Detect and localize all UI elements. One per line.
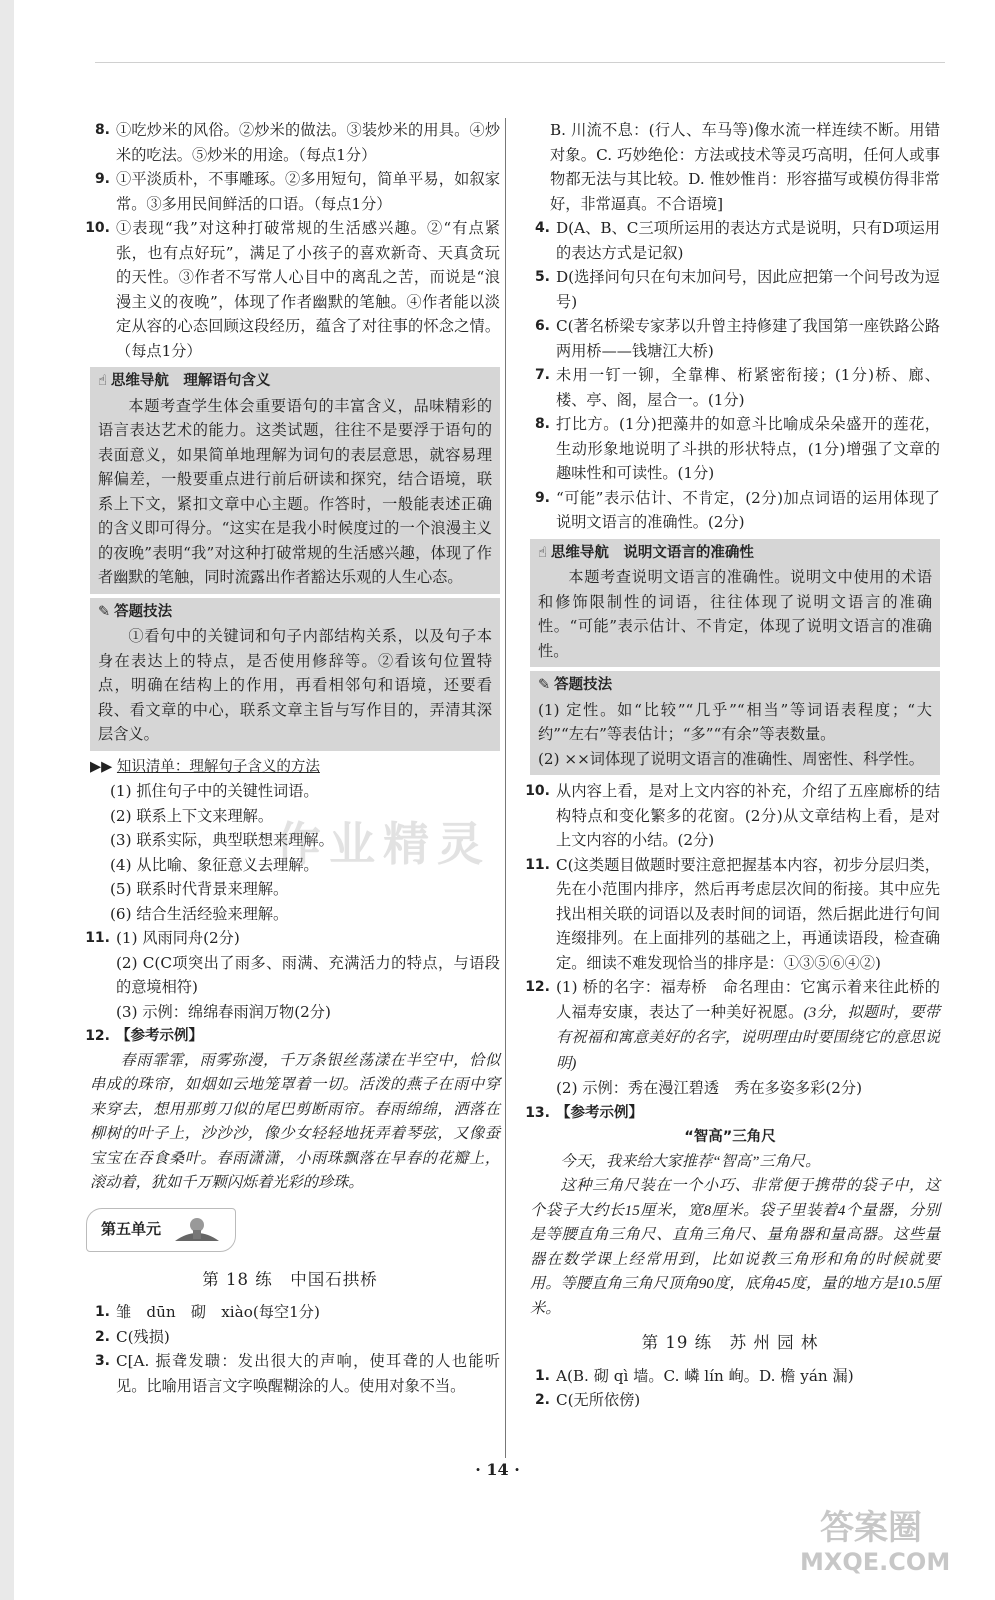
answer-technique-box	[530, 671, 940, 775]
item-text: ①吃炒米的风俗。②炒米的做法。③装炒米的用具。④炒米的吃法。⑤炒米的用途。（每点1分）	[116, 121, 500, 164]
handwritten-note: (3分，拟题时，要带有祝福和寓意美好的名字，说明理由时要围绕它的意思说明)	[556, 1003, 940, 1072]
item-number: 9.	[534, 489, 550, 506]
answer-item	[80, 216, 500, 363]
item-number: 6.	[534, 318, 550, 334]
handwritten-essay: 春雨霏霏，雨雾弥漫，千万条银丝荡漾在半空中，恰似串成的珠帘，如烟如云地笼罩着一切。活泼的燕子在雨中穿来穿去，想用那剪刀似的尾巴剪断雨帘。春雨绵绵，洒落在柳树的叶子上，沙沙沙，像少女轻轻地抚弄着琴弦，又像蚕宝宝在吞食桑叶。春雨潇潇，小雨珠飘落在早春的花瓣上，滚动着，犹如千万颗闪烁着光彩的珍珠。	[90, 1051, 500, 1191]
item-text: 从内容上看，是对上文内容的补充，介绍了五座廊桥的结构特点和变化繁多的花窗。(2分)从文章结构上看，是对上文内容的小结。(2分)	[556, 782, 940, 849]
item-text: C(无所依傍)	[556, 1391, 641, 1409]
technique-line: (1) 定性。如“比较”“几乎”“相当”等词语表程度；“大约”“左右”等表估计；“多”“有余”等表数量。	[538, 700, 932, 743]
unit-illustration-icon	[173, 1215, 221, 1245]
answer-item	[80, 1300, 500, 1325]
answer-line: (1) 风雨同舟(2分)	[116, 929, 240, 947]
answer-item	[80, 167, 500, 216]
watermark-logo: 答案圈	[820, 1508, 922, 1548]
top-rule	[95, 62, 945, 63]
item-text: D(A、B、C三项所运用的表达方式是说明，只有D项运用的表达方式是记叙)	[556, 219, 940, 262]
knowledge-item: (5) 联系时代背景来理解。	[110, 880, 289, 898]
knowledge-item: (6) 结合生活经验来理解。	[110, 904, 289, 923]
answer-technique-box	[90, 598, 500, 751]
box-title: 答题技法	[554, 677, 613, 693]
left-column	[80, 118, 500, 1398]
answer-item	[520, 853, 940, 976]
answer-item	[80, 1325, 500, 1350]
thinking-guide-box	[530, 539, 940, 668]
knowledge-list-heading: ▶▶ 知识清单：理解句子含义的方法	[90, 758, 320, 775]
knowledge-item: (1) 抓住句子中的关键性词语。	[110, 782, 319, 800]
answer-item	[520, 363, 940, 412]
item-number: 8.	[534, 416, 550, 432]
item-text: C(著名桥梁专家茅以升曾主持修建了我国第一座铁路公路两用桥——钱塘江大桥)	[556, 317, 940, 360]
item-text: C(残损)	[116, 1327, 170, 1346]
right-column	[520, 118, 940, 1413]
item-text: D(选择问句只在句末加问号，因此应把第一个问号改为逗号)	[556, 268, 940, 311]
unit-banner: 第五单元	[86, 1208, 236, 1252]
page-number: · 14 ·	[475, 1460, 520, 1479]
answer-item: 12. 【参考示例】	[85, 1028, 203, 1044]
item-number: 3.	[94, 1353, 110, 1369]
answer-item	[80, 1349, 500, 1398]
knowledge-item: (3) 联系实际，典型联想来理解。	[110, 831, 334, 849]
answer-line: (3) 示例：绵绵春雨润万物(2分)	[116, 1002, 331, 1021]
continued-answer: B. 川流不息：(行人、车马等)像水流一样连续不断。用错对象。C. 巧妙绝伦：方法或技术等灵巧高明，任何人或事物都无法与其比较。D. 惟妙惟肖：形容描写或模仿得非常好，非常逼真。不合语境]	[550, 121, 940, 213]
answer-item	[520, 1388, 940, 1413]
knowledge-item: (2) 联系上下文来理解。	[110, 806, 274, 825]
item-number: 10.	[525, 783, 550, 799]
item-text: A(B. 砌 qì 墙。C. 嶙 lín 峋。D. 檐 yán 漏)	[556, 1366, 854, 1385]
answer-item	[520, 779, 940, 853]
answer-item	[520, 314, 940, 363]
answer-item	[520, 1364, 940, 1389]
item-text: ①平淡质朴，不事雕琢。②多用短句，简单平易，如叙家常。③多用民间鲜活的口语。（每点1分）	[116, 170, 500, 213]
box-body: 本题考查学生体会重要语句的丰富含义，品味精彩的语言表达艺术的能力。这类试题，往往不是要浮于语句的表面意义，如果简单地理解为词句的表层意思，就容易理解偏差，一般要重点进行前后研读和探究，结合语境，联系上下文，紧扣文章中心主题。作答时，一般能表述正确的含义即可得分。“这实在是我小时候度过的一个浪漫主义的夜晚”表明“我”对这种打破常规的生活感兴趣，体现了作者幽默的笔触，同时流露出作者豁达乐观的人生心态。	[98, 396, 492, 586]
item-number: 8.	[94, 122, 110, 138]
column-divider	[505, 118, 506, 1458]
essay-paragraph: 今天，我来给大家推荐“智高”三角尺。	[560, 1152, 821, 1170]
item-number: 7.	[534, 367, 550, 383]
thinking-guide-box	[90, 367, 500, 594]
section-title: 第 19 练 苏 州 园 林	[641, 1333, 819, 1352]
watermark-logo-url: MXQE.COM	[800, 1548, 951, 1576]
hand-pointer-icon: ☝	[98, 373, 107, 389]
double-arrow-icon: ▶▶	[90, 758, 113, 775]
box-body: 本题考查说明文语言的准确性。说明文中使用的术语和修饰限制性的词语，往往体现了说明文语言的准确性。“可能”表示估计、不肯定，体现了说明文语言的准确性。	[538, 568, 932, 660]
item-text: C[A. 振聋发聩：发出很大的声响，使耳聋的人也能听见。比喻用语言文字唤醒糊涂的人。使用对象不当。	[116, 1352, 500, 1395]
essay-title: “智高”三角尺	[684, 1129, 776, 1145]
item-text: 雏 dūn 砌 xiào(每空1分)	[116, 1303, 320, 1321]
answer-item: 11. (1) 风雨同舟(2分) (2) C(C项突出了雨多、雨满、充满活力的特点，与语段的意境相符) (3) 示例：绵绵春雨润万物(2分)	[80, 926, 500, 1024]
answer-item: 13. 【参考示例】	[525, 1104, 643, 1121]
answer-item	[520, 265, 940, 314]
pen-icon: ✎	[98, 603, 111, 620]
item-number: 2.	[94, 1328, 110, 1345]
box-title: 答题技法	[114, 603, 173, 620]
item-text: 打比方。(1分)把藻井的如意斗比喻成朵朵盛开的莲花，生动形象地说明了斗拱的形状特点，(1分)增强了文章的趣味性和可读性。(1分)	[556, 415, 940, 482]
watermark-text: 作业精灵	[275, 817, 491, 871]
item-text: “可能”表示估计、不肯定，(2分)加点词语的运用体现了说明文语言的准确性。(2分)	[556, 488, 940, 531]
handwritten-essay	[520, 1150, 940, 1322]
item-text: 未用一钉一铆，全靠榫、桁紧密衔接；(1分)桥、廊、楼、亭、阁，屋合一。(1分)	[556, 366, 940, 409]
answer-item: 12. (1) 桥的名字：福寿桥 命名理由：它寓示着来往此桥的人福寿安康，表达了一种美好祝愿。(3分，拟题时，要带有祝福和寓意美好的名字，说明理由时要围绕它的意思说明) (2) 示例：秀在漫江碧透 秀在多姿多彩(2分)	[525, 978, 940, 1097]
pen-icon: ✎	[538, 677, 551, 693]
knowledge-item: (4) 从比喻、象征意义去理解。	[110, 855, 319, 874]
item-number: 1.	[94, 1304, 110, 1320]
essay-paragraph: 这种三角尺装在一个小巧、非常便于携带的袋子中，这个袋子大约长15厘米，宽8厘米。袋子里装着4个量器，分别是等腰直角三角尺、直角三角尺、量角器和量高器。这些量器在数学课上经常用到，比如说教三角形和角的时候就要用。等腰直角三角尺顶角90度，底角45度，量的地方是10.5厘米。	[530, 1177, 940, 1317]
box-title: 思维导航 说明文语言的准确性	[550, 544, 754, 561]
answer-item	[520, 216, 940, 265]
technique-line: (2) ××词体现了说明文语言的准确性、周密性、科学性。	[538, 749, 924, 768]
item-text: C(这类题目做题时要注意把握基本内容，初步分层归类，先在小范围内排序，然后再考虑层次间的衔接。其中应先找出相关联的词语以及表时间的词语，然后据此进行句间连缀排列。在上面排列的基础之上，再通读语段，检查确定。细读不难发现恰当的排序是：①③⑤⑥④②)	[556, 855, 940, 972]
box-title: 思维导航 理解语句含义	[110, 373, 271, 389]
page-binding-edge	[0, 0, 14, 1600]
section-title: 第 18 练 中国石拱桥	[202, 1269, 378, 1289]
answer-line: (2) C(C项突出了雨多、雨满、充满活力的特点，与语段的意境相符)	[116, 953, 500, 996]
hand-pointer-icon: ☝	[538, 544, 547, 561]
item-number: 9.	[94, 171, 110, 187]
item-number: 1.	[534, 1367, 550, 1384]
item-number: 5.	[534, 269, 550, 285]
answer-item	[520, 486, 940, 535]
item-number: 11.	[525, 856, 550, 873]
box-body: ①看句中的关键词和句子内部结构关系，以及句子本身在表达上的特点，是否使用修辞等。②看该句位置特点，明确在结构上的作用，再看相邻句和语境，还要看段、看文章的中心，联系文章主旨与写作目的，弄清其深层含义。	[98, 627, 492, 743]
item-number: 2.	[534, 1392, 550, 1408]
answer-item	[80, 118, 500, 167]
item-text: ①表现“我”对这种打破常规的生活感兴趣。②“有点紧张，也有点好玩”，满足了小孩子的喜欢新奇、天真贪玩的天性。③作者不写常人心目中的离乱之苦，而说是“浪漫主义的夜晚”，体现了作者幽默的笔触。④作者能以淡定从容的心态回顾这段经历，蕴含了对往事的怀念之情。（每点1分）	[116, 219, 500, 360]
item-number: 4.	[534, 220, 550, 236]
answer-item	[520, 412, 940, 486]
item-number: 10.	[85, 220, 110, 236]
